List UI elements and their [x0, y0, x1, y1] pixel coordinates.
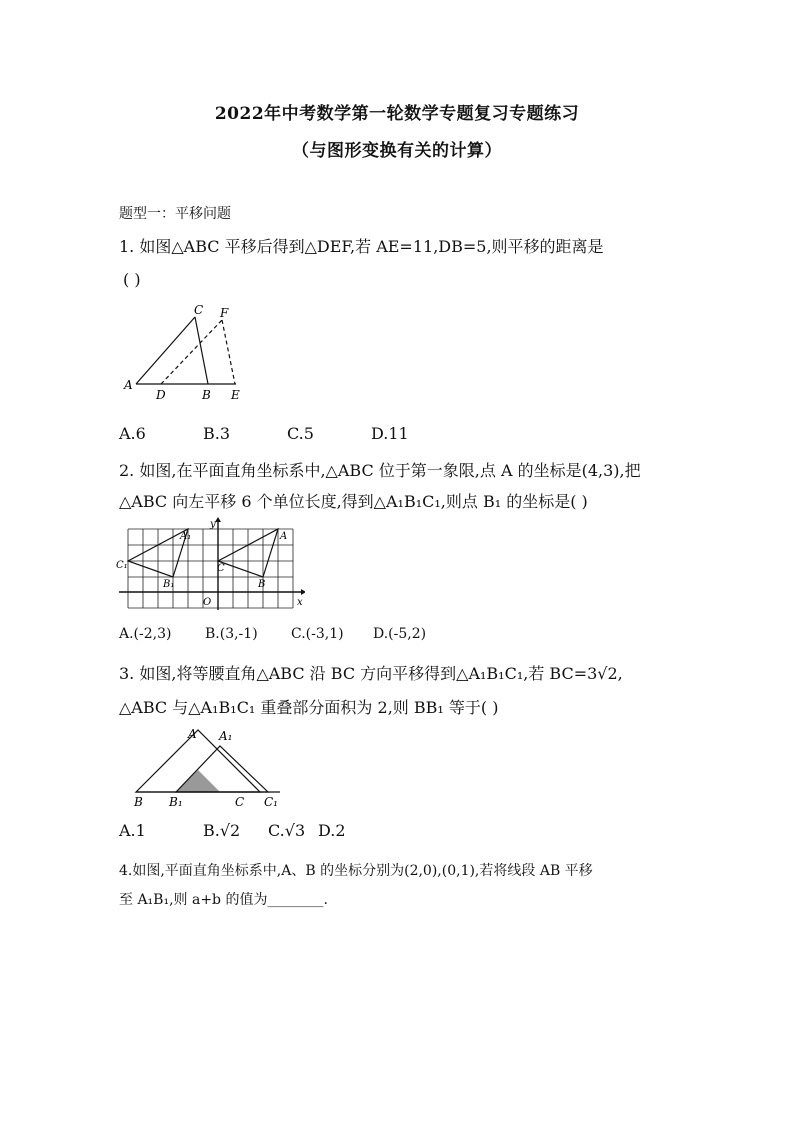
q2-grid-figure: [115, 515, 305, 613]
q4-line2: 至 A₁B₁,则 a+b 的值为________.: [119, 892, 328, 908]
q1-option-a: A.6: [119, 424, 146, 443]
q1-line2: ( ): [123, 270, 141, 289]
q3-line2: △ABC 与△A₁B₁C₁ 重叠部分面积为 2,则 BB₁ 等于( ): [119, 698, 499, 717]
q3-label-c1: C₁: [264, 795, 278, 809]
q2-label-b1: B₁: [163, 579, 175, 590]
q2-label-a1: A₁: [180, 531, 192, 542]
q1-options: [119, 424, 409, 443]
q2-line1: 2. 如图,在平面直角坐标系中,△ABC 位于第一象限,点 A 的坐标是(4,3),把: [119, 461, 641, 480]
q3-option-c: C.√3: [268, 821, 306, 840]
q3-label-c: C: [235, 795, 245, 809]
q1-line1: 1. 如图△ABC 平移后得到△DEF,若 AE=11,DB=5,则平移的距离是: [119, 237, 604, 256]
q2-label-o: O: [203, 597, 212, 608]
q2-option-b: B.(3,-1): [205, 626, 258, 642]
q1-line-cb: [195, 317, 208, 384]
q1-label-e: E: [231, 388, 240, 402]
q2-x-arrow: [301, 589, 305, 595]
q2-label-c: C: [217, 563, 225, 574]
q3-figure: [128, 724, 288, 810]
q1-label-b: B: [202, 388, 211, 402]
q2-label-y: y: [210, 519, 216, 530]
q1-option-c: C.5: [287, 424, 314, 443]
q3-label-a: A: [188, 727, 197, 741]
q1-line-ac: [136, 317, 195, 384]
q1-label-c: C: [194, 303, 204, 317]
q3-option-b: B.√2: [203, 821, 241, 840]
page-subtitle: （与图形变换有关的计算）: [292, 141, 502, 161]
q2-y-arrow: [215, 517, 221, 522]
q3-label-a1: A₁: [219, 729, 233, 743]
q4-line1: 4.如图,平面直角坐标系中,A、B 的坐标分别为(2,0),(0,1),若将线段 AB 平移: [119, 863, 593, 879]
q1-label-d: D: [156, 388, 166, 402]
q2-option-c: C.(-3,1): [291, 626, 344, 642]
q2-option-a: A.(-2,3): [119, 626, 172, 642]
q2-label-a: A: [280, 531, 288, 542]
q3-label-b1: B₁: [169, 795, 183, 809]
q2-label-x: x: [297, 597, 303, 608]
q2-options: [119, 626, 426, 642]
q1-label-a: A: [124, 378, 133, 392]
q1-line-df: [161, 320, 222, 384]
q2-line2: △ABC 向左平移 6 个单位长度,得到△A₁B₁C₁,则点 B₁ 的坐标是( ): [119, 492, 588, 511]
q3-option-d: D.2: [318, 821, 346, 840]
section-heading: 题型一：平移问题: [119, 206, 231, 222]
q2-option-d: D.(-5,2): [373, 626, 427, 642]
q2-label-b: B: [258, 579, 266, 590]
q3-line1: 3. 如图,将等腰直角△ABC 沿 BC 方向平移得到△A₁B₁C₁,若 BC=3√2,: [119, 664, 623, 683]
q3-label-b: B: [134, 795, 143, 809]
q1-option-d: D.11: [371, 424, 409, 443]
q3-options: [119, 821, 346, 840]
q1-line-fe: [222, 320, 235, 384]
q1-figure: [118, 300, 258, 405]
q1-label-f: F: [220, 306, 229, 320]
q1-option-b: B.3: [203, 424, 231, 443]
page-title: 2022年中考数学第一轮数学专题复习专题练习: [214, 104, 580, 124]
q2-label-c1: C₁: [116, 560, 128, 571]
q3-option-a: A.1: [119, 821, 146, 840]
q3-overlap-shade: [176, 770, 220, 792]
